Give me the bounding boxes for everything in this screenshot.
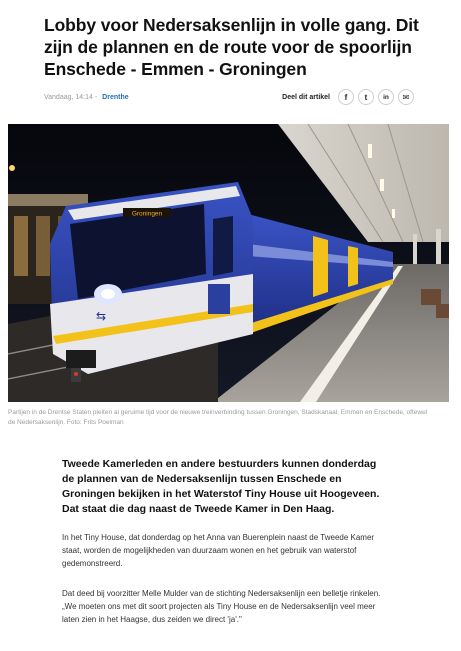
meta-separator: - bbox=[94, 93, 98, 101]
article-photo bbox=[8, 124, 449, 402]
ns-logo-icon: ⇆ bbox=[96, 309, 107, 323]
article-headline: Lobby voor Nedersaksenlijn in volle gang. Dit zijn de plannen en de route voor de spoorlijn Enschede - Emmen - Groningen bbox=[44, 15, 419, 79]
article-meta-row bbox=[44, 88, 414, 106]
photo-caption: Partijen in de Drentse Staten pleiten al geruime tijd voor de nieuwe treinverbinding tussen Groningen, Stadskanaal, Emmen en Enschede, oftewel de Nedersaksenlijn. Foto: Frits Poelman bbox=[8, 409, 428, 426]
mail-icon[interactable]: ✉ bbox=[398, 89, 414, 105]
destination-display: Groningen bbox=[131, 210, 163, 218]
article-lead: Tweede Kamerleden en andere bestuurders kunnen donderdag de plannen van de Nedersaksenlijn tussen Enschede en Groningen bekijken in het Waterstof Tiny House uit Hoogeveen. Dat staat die dag naast de Tweede Kamer in Den Haag. bbox=[62, 458, 380, 515]
article-paragraph: Dat deed bij voorzitter Melle Mulder van de stichting Nedersaksenlijn een belletje rinkelen. „We moeten ons met dit soort projecten als Tiny House en de Nedersaksenlijn veel meer laten zien in het Haagse, dus zeiden we direct 'ja'." bbox=[62, 589, 381, 624]
region-link[interactable]: Drenthe bbox=[102, 93, 129, 101]
facebook-icon[interactable]: f bbox=[338, 89, 354, 105]
train-station-illustration bbox=[8, 124, 449, 402]
share-label: Deel dit artikel bbox=[282, 93, 330, 101]
linkedin-icon[interactable]: in bbox=[378, 89, 394, 105]
article-paragraph: In het Tiny House, dat donderdag op het Anna van Buerenplein naast de Tweede Kamer staat, worden de mogelijkheden van duurzaam wonen en het gebruik van waterstof gedemonstreerd. bbox=[62, 533, 375, 568]
twitter-icon[interactable]: t bbox=[358, 89, 374, 105]
publish-time: Vandaag, 14:14 bbox=[44, 93, 93, 101]
share-bar bbox=[282, 89, 414, 105]
article-meta bbox=[44, 94, 129, 101]
